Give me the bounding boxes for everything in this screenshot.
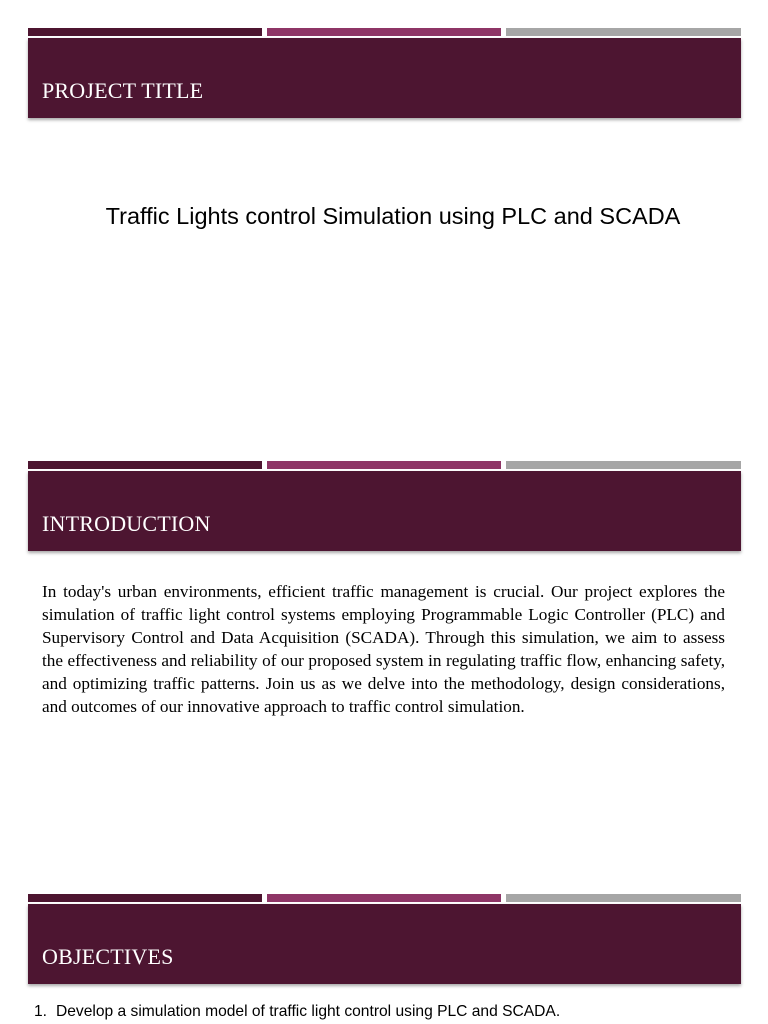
objectives-list bbox=[34, 1000, 560, 1024]
accent-segment-magenta bbox=[267, 28, 501, 36]
accent-segment-dark bbox=[28, 461, 262, 469]
accent-segment-magenta bbox=[267, 894, 501, 902]
section-heading-project-title: PROJECT TITLE bbox=[42, 78, 204, 103]
section-heading-introduction: INTRODUCTION bbox=[42, 511, 211, 536]
accent-segment-gray bbox=[506, 894, 741, 902]
accent-bar-introduction bbox=[28, 461, 741, 469]
section-heading-objectives: OBJECTIVES bbox=[42, 944, 174, 969]
objective-number: 1. bbox=[34, 1003, 48, 1020]
header-band-objectives bbox=[28, 904, 741, 984]
list-item bbox=[34, 1000, 560, 1024]
header-band-project-title bbox=[28, 38, 741, 118]
introduction-paragraph: In today's urban environments, efficient traffic management is crucial. Our project explores the simulation of traffic light control systems employing Programmable Logic Controller (PLC) and Supervisory Control and Data Acquisition (SCADA). Through this simulation, we aim to assess the effectiveness and reliability of our proposed system in regulating traffic flow, enhancing safety, and optimizing traffic patterns. Join us as we delve into the methodology, design considerations, and outcomes of our innovative approach to traffic control simulation. bbox=[42, 582, 725, 716]
accent-bar-objectives bbox=[28, 894, 741, 902]
accent-segment-dark bbox=[28, 894, 262, 902]
accent-segment-magenta bbox=[267, 461, 501, 469]
accent-segment-gray bbox=[506, 461, 741, 469]
objective-text: Develop a simulation model of traffic light control using PLC and SCADA. bbox=[56, 1003, 561, 1020]
project-title-text: Traffic Lights control Simulation using PLC and SCADA bbox=[105, 203, 681, 229]
accent-bar-project-title bbox=[28, 28, 741, 36]
accent-segment-dark bbox=[28, 28, 262, 36]
header-band-introduction bbox=[28, 471, 741, 551]
accent-segment-gray bbox=[506, 28, 741, 36]
